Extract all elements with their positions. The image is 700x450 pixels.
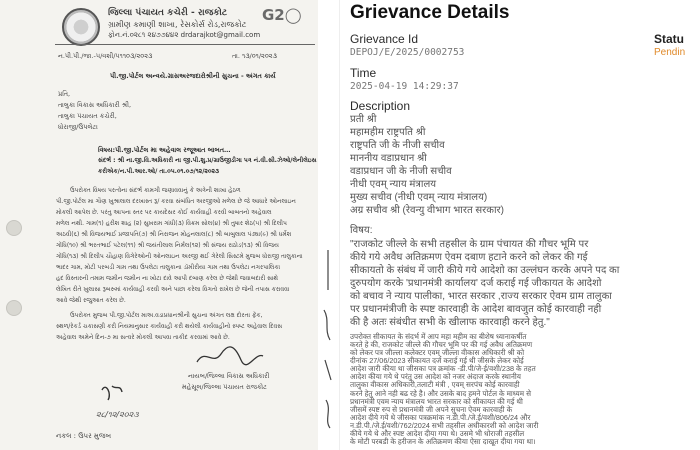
subject-line: की है अतः संबंधीत सभी के खीलाफ कारवाही करने हेतु."	[350, 317, 550, 328]
subject-line: सीकायतो के संबंध में जारी कीये गये आदेशो का उल्लंघन करके अपने पद का	[350, 265, 620, 276]
government-emblem-icon	[62, 8, 100, 46]
letter-body-line: લેખિત રીતે ખુલાસા રૂબરુમાં કાર્યવાહી કરવી અને પાછા કરેલા વિગતો રાખેલ છે જેની તપાસ કરાવવા	[56, 286, 290, 293]
time-value: 2025-04-19 14:29:37	[350, 81, 459, 92]
panel-title: Grievance Details	[350, 2, 510, 23]
description-line: अग्र सचीव श्री (रेवन्यु वीभाग भारत सरकार)	[350, 205, 504, 216]
letter-to-line: તાલુકા પંચાયત કચેરી,	[58, 112, 117, 120]
letter-topic: પી.જી.પોર્ટલ અન્વયે.ગ્રાસઅરજદારોશ્રીની સુચના - અંગત કાર્ય	[110, 72, 276, 80]
letter-body-line: ગોંધિ(૧૦) શ્રી ભરતભાઈ પટેલ(૧૧) શ્રી જયંતીલાલ નિર્મલ(૧૨) શ્રી સંજય રાઠોડ(૧૩) શ્રી વિજય	[56, 242, 279, 249]
letter-to-line: પ્રતિ,	[58, 90, 71, 98]
paragraph-line: तालुका वीकास अधिकारी,तलाटी मंत्री , एवम् सरपंच कोई कारवाही	[350, 380, 520, 390]
letter-to-line: ધોરાજી/ઉપલેટા	[58, 123, 98, 131]
letter-body-line: ગોંધિ(૧૩) શ્રી દિલીપ ચૌહાણ વિગેરેઓની ઓનલાઇન અરજી થઈ ગેરેલી સિસ્ટમે મુજબ ધોરાજી તાલુકાના	[56, 253, 303, 260]
copy-to-line: નકલ : ઉપર મુજબ	[56, 432, 112, 440]
signature-icon	[195, 344, 265, 368]
paragraph-line: को लेकर पत्र जील्ला कलेक्टर एवम् जील्ला वीकास अधिकारी श्री को	[350, 348, 525, 358]
letter-header-line: ગ્રામીણ કમાણી શાખા, રેસકોર્સ રોડ,રાજકોટ	[108, 20, 247, 29]
subject-line: पर प्रधानमंत्रीजी के स्पष्ट कारवाही के आदेश बावजुत कोई कारवाही नही	[350, 304, 602, 315]
letter-body-line: અહેવાલ અમેને દિન-૭ મા સત્વરે મોકલી આપવા તાકીદ કરવામાં આવે છે.	[56, 334, 230, 341]
letter-ref-number: ન.પી.પી./જા.-૫/વશી/૫૧૧૦૩/૨૦૨૩	[58, 52, 153, 60]
paragraph-line: के मोटी परबडी के हरीजन के अतिक्रमण कीया ऐसा दाखूत दीया गया था।	[350, 436, 536, 446]
status-badge: Pendin	[654, 47, 686, 58]
paragraph-line: कीये गये थे और स्पष्ट आदेश दीया गया थे। उसमे भी धोराजी तहसील	[350, 428, 525, 438]
handwritten-initials-icon	[98, 380, 126, 408]
letter-body-line: અઠવી(૬) શ્રી વિજયભાઈ પ્રજાપતિ(૭) શ્રી નિરાજન મોહનલાલ(૮) શ્રી બાબુલાલ પંડ્યા(૯) શ્રી ધર્મેશ	[56, 231, 292, 238]
subject-label: विषय:	[350, 225, 373, 236]
subject-line: दुरुपयोग करके 'प्रधानमंत्री कार्यालय' दर्ज कराई गई जीकायत के आदेशो	[350, 278, 602, 289]
subject-line: को बचाव ने न्याय पालीका, भारत सरकार ,राज्य सरकार ऐवम ग्राम तालुका	[350, 291, 612, 302]
letter-reference: સંદર્ભ : શ્રી ના.જી.વિ.અધિકારી ના જી.પી.શુ.પ્ર/ગ્રાઉજીડીગા પત્ર નં.વી.સી.ઝેઓ/લેનીલેઇસ	[98, 157, 317, 164]
grievance-details-panel	[336, 0, 700, 450]
header-rule	[55, 44, 315, 45]
paragraph-line: उपरोक्त सीकायत के संदर्भ में आप महा महीम का बीशेष ध्यानाकर्षीत	[350, 332, 527, 341]
letter-body-line: ઉપરોક્ત મુજબ પી.જી.પોર્ટલ માઅ.વડાપ્રધાનશ્રીની સુચના અંગત લક્ષ દોરતા ફેંક,	[70, 312, 263, 319]
letter-body-line: પી.જી.પોર્ટલ મા ગૌણ ખુશ્રાલાલ દરખાસ્ત રૂ/ કરવા સંબંધિત અરજીઓ મળેલ છે જે આધારે ઓનલાઇન	[56, 198, 296, 205]
letter-body-line: સ્થળ/રેકર્ડ ચકાસણી કરી નિયમાનુસાર કાર્યવાહી કરી થયેલી કાર્યવાહીનો સ્પષ્ટ અહેવાલ દિવસ	[56, 323, 283, 330]
letter-header-line: જિલ્લા પંચાયત કચેરી - રાજકોટ	[108, 8, 228, 18]
paragraph-line: जीसमें स्पष्ट रुप से प्रधानमंत्री जी अपने सुचना ऐवम कारवाही के	[350, 404, 513, 414]
paragraph-line: दीनांक 27/06/2023 सीकायत दर्ज कराई गई थी जीसके लेकर कोई	[350, 356, 524, 366]
letter-to-line: તાલુકા વિકાસ અધિકારી શ્રી,	[58, 101, 132, 109]
description-line: महामहीम राष्ट्रपति श्री	[350, 127, 426, 138]
description-line: प्रती श्री	[350, 114, 377, 125]
letter-body-line: ઉપરોક્ત વિષય પરત્વેના સંદર્ભ કામગી જણાવવાનું કે અત્રેની શાખા હેઠળ	[70, 187, 241, 194]
signature-title: નાયબ/જિલ્લા વિકાસ અધિકારી	[188, 372, 270, 380]
description-line: माननीय वडाप्रधान श्री	[350, 153, 427, 164]
description-label: Description	[350, 99, 411, 113]
punch-hole	[6, 300, 22, 316]
panel-divider	[339, 0, 340, 450]
paragraph-line: आदेश कीया गये थे परंतु उस आदेश को नजर अंदाज करके स्थानीय	[350, 372, 521, 382]
signature-office: મહેસૂલ/જિલ્લા પંચાયત રાજકોટ	[182, 383, 267, 391]
punch-hole	[6, 220, 22, 236]
letter-body-line: હદ વિસ્તારની તમામ જમીન જમીન ના ખોટા દાવે આપી દબાણ કરેલ છે જેથી જવાબદારી સાથે	[56, 275, 279, 282]
letter-body-line: મળેલ નથી. ગામ(૧) હરીશ શાહ (૨) સુખરામ ગાંધી(૩) વિક્રમ સોલ(૪) શ્રી તુષાર શેઠ(૫) શ્રી દિલીપ	[56, 220, 287, 227]
letter-subject: વિષય:પી.જી.પોર્ટલ મા અહેવાલ રજૂઆત બાબત…	[98, 146, 231, 154]
description-line: नीधी एवम् न्याय मंत्रालय	[350, 179, 437, 190]
scanned-letter-image	[0, 0, 336, 450]
letter-body-line: ભાદર ગામ, મોટી પરબડી ગામ તથા ઉપલેટા તાલુકાના ડૉમીરીયા ગામ તથા ઉપલેટા નગરપાલિકા	[56, 264, 281, 271]
paragraph-line: प्रधानमंत्री एवम न्याय मंत्रालय भारत सरकार को सीकायत की गई थी	[350, 396, 523, 406]
paragraph-line: करते हे की, राजकोट जील्ले की गौचर भूमि पर की गई अवैध अतिक्रमण	[350, 340, 533, 350]
margin-handwriting-icon	[322, 250, 334, 430]
description-line: मुख्य सचीव (नीधी एवम् न्याय मंत्रालय)	[350, 192, 488, 203]
paragraph-line: आदेश जारी कीया था जीसका पत्र क्रमांक -डी.पी/जे-ई/वशी/238 के तहत	[350, 364, 536, 374]
status-label: Statu	[654, 32, 684, 46]
letter-body-line: મોકલી આપેલ છે. પરંતુ આપના સ્તર પર કાયદેસર કોઈ કાર્યવાહી કરવી બાબતનો અહેવાલ	[56, 209, 272, 216]
letter-reference: કરીએક/ન.પી.આર.ઓ/ તા.૦૫.૦૧.૦૭/૧૨/૨૦૨૩	[98, 168, 220, 175]
letter-date: તા. ૧૩/૦૧/૨૦૨૩	[232, 52, 277, 60]
description-line: राष्ट्रपति जी के नीजी सचीव	[350, 140, 445, 151]
description-line: वडाप्रधान जी के नीजी सचीव	[350, 166, 452, 177]
paragraph-line: न.डी.पी./जे.ई/वशी/762/2024 सभी तहसील अधीकारशी को आदेश जारी	[350, 420, 539, 430]
letter-header-line: ફોન.નં.૦૨૮૧ ૨૪૭૭૪૪૨ drdarajkot@gmail.com	[108, 31, 261, 39]
grievance-id-label: Grievance Id	[350, 32, 419, 46]
subject-line: "राजकोट जील्ले के सभी तहसील के ग्राम पंचायत की गौचर भूमि पर	[350, 239, 589, 250]
paragraph-line: करने हेतु आने नही बढ रहे है। और उसके बाद हमने पोर्टल के माध्यम से	[350, 388, 531, 398]
g20-logo-icon: G2◯	[262, 6, 302, 24]
paragraph-line: आदेश दीये गये थे जीसका पत्रक्रमांक न.डी.पी./जे.ई/वशी/806/24 और	[350, 412, 531, 422]
handwritten-date: ૨૮/૧૨/૨૦૨૩	[96, 410, 139, 419]
grievance-id-value: DEPOJ/E/2025/0002753	[350, 47, 465, 58]
subject-line: कीये गये अवैध अतिक्रमण ऐवम दबाण हटाने करने को लेकर की गई	[350, 252, 588, 263]
letter-body-line: આવે જેથી રજુઆત કરેલ છે.	[56, 297, 126, 304]
time-label: Time	[350, 66, 377, 80]
